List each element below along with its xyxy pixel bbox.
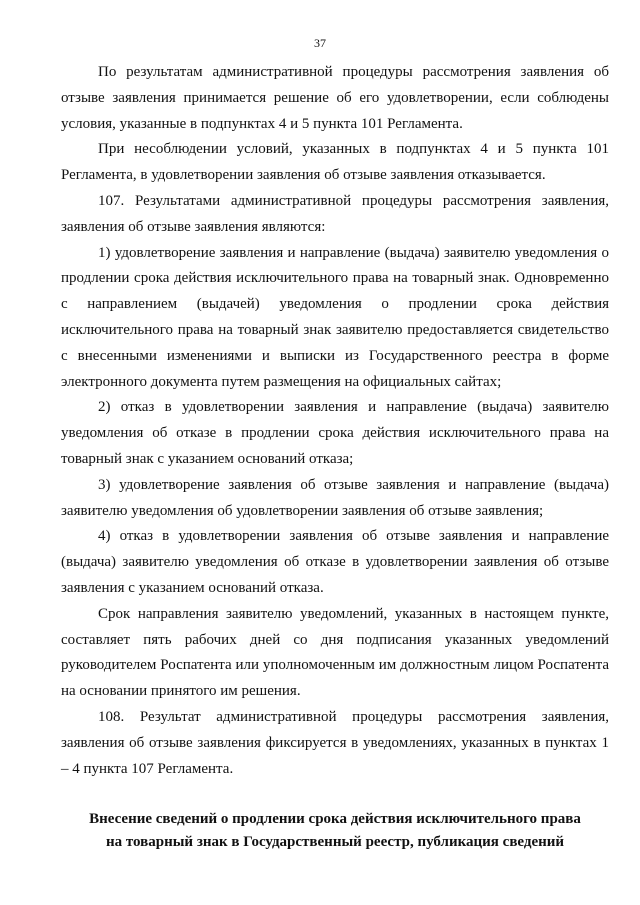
- paragraph: Срок направления заявителю уведомлений, указанных в настоящем пункте, составляет пять рабочих дней со дня подписания указанных уведомлений руководителем Роспатента или уполномоченным им должностным лицом Роспатента на основании принятого им решения.: [61, 605, 609, 700]
- list-item: 3) удовлетворение заявления об отзыве заявления и направление (выдача) заявителю уведомления об удовлетворении заявления об отзыве заявления;: [61, 476, 609, 519]
- list-item: 2) отказ в удовлетворении заявления и направление (выдача) заявителю уведомления об отказе в продлении срока действия исключительного права на товарный знак с указанием оснований отказа;: [61, 399, 609, 467]
- paragraph: При несоблюдении условий, указанных в подпунктах 4 и 5 пункта 101 Регламента, в удовлетворении заявления об отзыве заявления отказывается.: [61, 141, 609, 184]
- section-heading: [61, 808, 609, 854]
- paragraph: 108. Результат административной процедуры рассмотрения заявления, заявления об отзыве заявления фиксируется в уведомлениях, указанных в пунктах 1 – 4 пункта 107 Регламента.: [61, 708, 609, 777]
- list-item: 4) отказ в удовлетворении заявления об отзыве заявления и направление (выдача) заявителю уведомления об отказе в удовлетворении заявления об отзыве заявления с указанием оснований отказа.: [61, 528, 609, 596]
- paragraph: По результатам административной процедуры рассмотрения заявления об отзыве заявления принимается решение об его удовлетворении, если соблюдены условия, указанные в подпунктах 4 и 5 пункта 101 Регламента.: [61, 64, 609, 132]
- paragraph: 107. Результатами административной процедуры рассмотрения заявления, заявления об отзыве заявления являются:: [61, 192, 609, 235]
- body-text: [61, 60, 609, 782]
- heading-line: на товарный знак в Государственный реестр, публикация сведений: [105, 834, 565, 850]
- page-number: 37: [314, 36, 326, 50]
- list-item: 1) удовлетворение заявления и направление (выдача) заявителю уведомления о продлении срока действия исключительного права на товарный знак. Одновременно с направлением (выдачей) уведомления о продлении срока действия исключительного права на товарный знак заявителю предоставляется свидетельство с внесенными изменениями и выписки из Государственного реестра в форме электронного документа путем размещения на официальных сайтах;: [61, 244, 609, 390]
- heading-line: Внесение сведений о продлении срока действия исключительного права: [89, 811, 581, 827]
